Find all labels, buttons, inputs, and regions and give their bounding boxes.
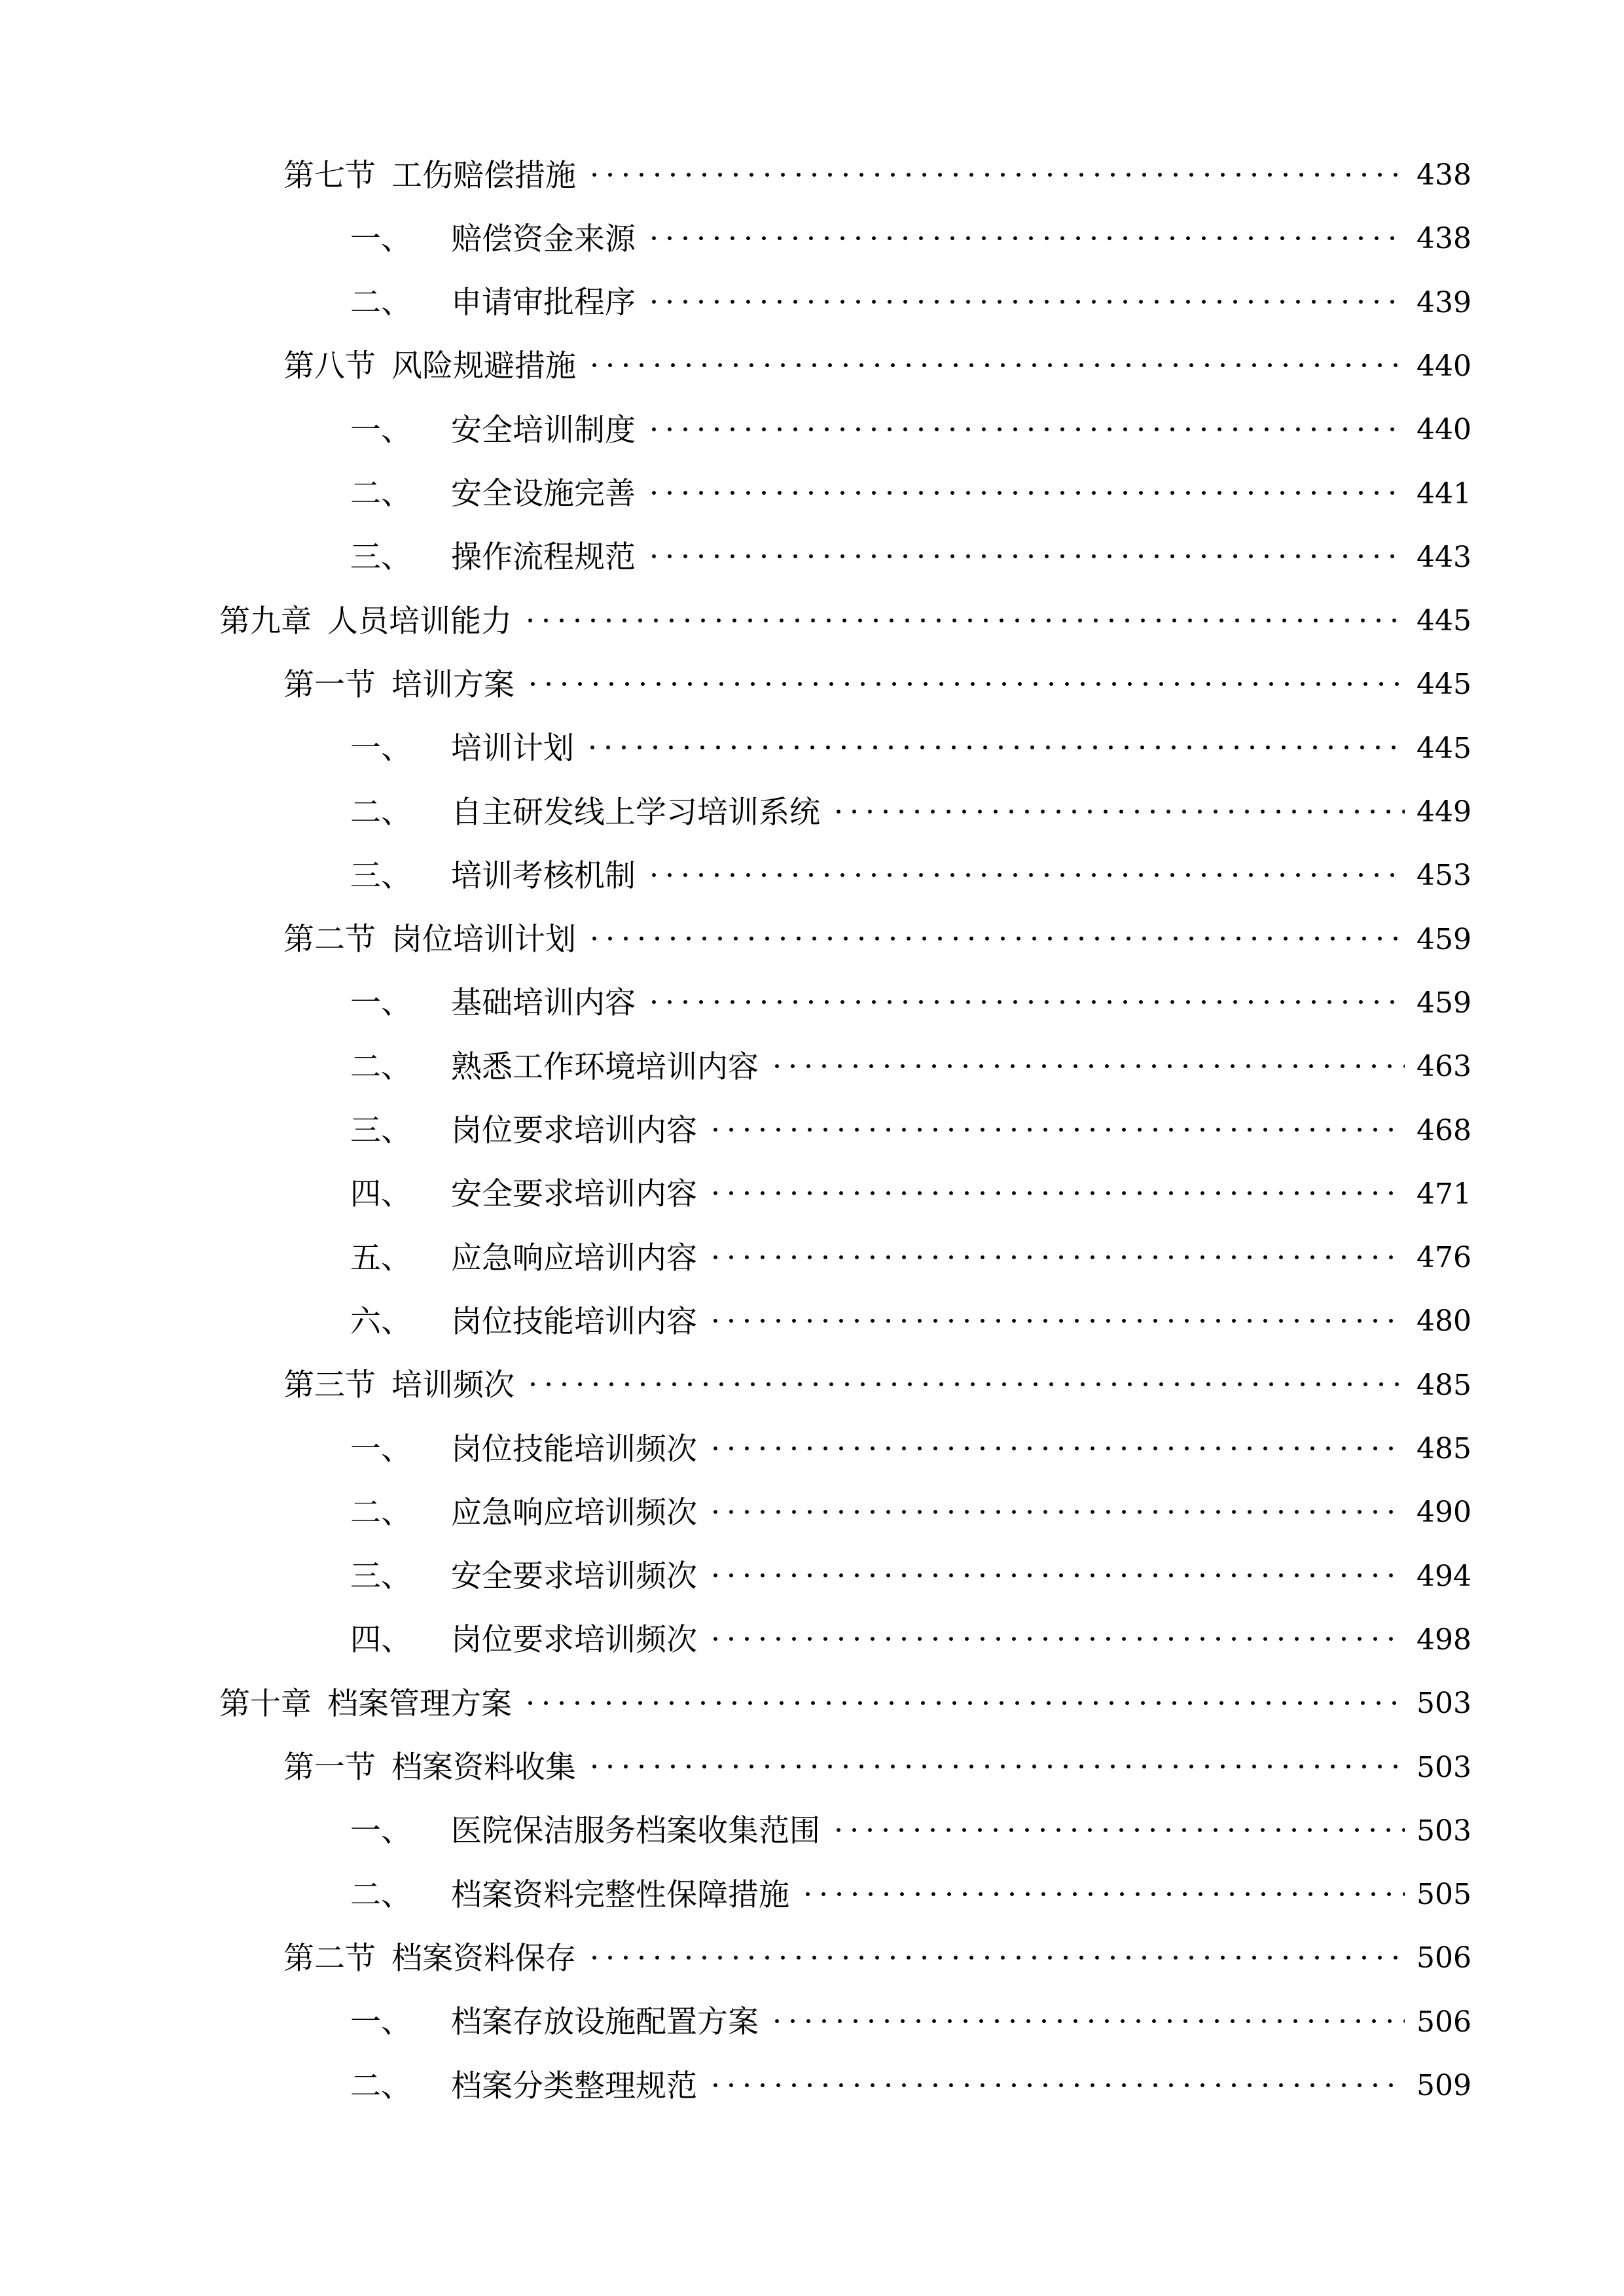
toc-entry-page-number: 490: [1416, 1496, 1471, 1530]
toc-subsection-entry[interactable]: [0, 2056, 1624, 2115]
toc-entry-title: 人员培训能力: [327, 603, 512, 639]
toc-entry-page-number: 445: [1416, 604, 1471, 638]
dot-leader: [646, 426, 1405, 433]
dot-leader: [831, 808, 1405, 815]
toc-entry-page-number: 480: [1416, 1304, 1471, 1338]
toc-entry-number: 第二节: [283, 1940, 376, 1977]
toc-entry-title: 档案管理方案: [327, 1685, 512, 1722]
toc-subsection-entry[interactable]: [0, 1865, 1624, 1924]
toc-entry-page-number: 468: [1416, 1113, 1471, 1147]
dot-leader: [769, 2018, 1405, 2024]
toc-entry-number: 一、: [350, 2004, 412, 2041]
toc-entry-title: 岗位技能培训频次: [451, 1431, 697, 1467]
toc-entry-page-number: 441: [1416, 476, 1471, 511]
toc-entry-content: [350, 1494, 1624, 1531]
toc-entry-page-number: 459: [1416, 922, 1471, 956]
toc-subsection-entry[interactable]: [0, 1037, 1624, 1096]
toc-entry-number: 五、: [350, 1240, 412, 1276]
toc-entry-title: 安全设施完善: [451, 476, 636, 512]
dot-leader: [800, 1891, 1405, 1897]
toc-subsection-entry[interactable]: [0, 209, 1624, 268]
dot-leader: [708, 1636, 1405, 1642]
toc-entry-number: 二、: [350, 1494, 412, 1531]
toc-entry-page-number: 449: [1416, 795, 1471, 829]
toc-entry-title: 操作流程规范: [451, 539, 636, 576]
toc-subsection-entry[interactable]: [0, 974, 1624, 1033]
toc-entry-content: [283, 348, 1624, 385]
toc-entry-number: 一、: [350, 412, 412, 448]
toc-entry-number: 二、: [350, 794, 412, 831]
dot-leader: [586, 1763, 1405, 1770]
toc-entry-title: 档案存放设施配置方案: [451, 2004, 759, 2041]
toc-entry-content: [283, 666, 1624, 703]
toc-entry-page-number: 498: [1416, 1623, 1471, 1657]
toc-entry-page-number: 509: [1416, 2069, 1471, 2102]
toc-entry-title: 应急响应培训内容: [451, 1240, 697, 1276]
toc-entry-page-number: 471: [1416, 1177, 1471, 1211]
toc-entry-content: [350, 1622, 1624, 1659]
dot-leader: [586, 1954, 1405, 1961]
dot-leader: [708, 1509, 1405, 1515]
toc-entry-content: [283, 1367, 1624, 1404]
toc-entry-number: 一、: [350, 1431, 412, 1467]
toc-entry-title: 培训频次: [391, 1367, 514, 1404]
toc-section-entry[interactable]: [0, 655, 1624, 714]
toc-entry-page-number: 443: [1416, 540, 1471, 574]
toc-entry-page-number: 445: [1416, 731, 1471, 765]
toc-subsection-entry[interactable]: [0, 1420, 1624, 1479]
toc-subsection-entry[interactable]: [0, 528, 1624, 587]
toc-entry-number: 四、: [350, 1176, 412, 1213]
toc-entry-number: 三、: [350, 1113, 412, 1149]
dot-leader: [586, 935, 1405, 942]
dot-leader: [522, 617, 1405, 624]
toc-entry-number: 第一节: [283, 666, 376, 703]
dot-leader: [586, 362, 1405, 368]
toc-entry-title: 档案资料保存: [391, 1940, 576, 1977]
toc-entry-page-number: 506: [1416, 2005, 1471, 2039]
toc-entry-title: 安全要求培训内容: [451, 1176, 697, 1213]
toc-entry-page-number: 438: [1416, 158, 1471, 192]
dot-leader: [646, 999, 1405, 1005]
toc-entry-number: 第九章: [219, 603, 312, 639]
toc-entry-title: 岗位培训计划: [391, 922, 576, 958]
dot-leader: [708, 1254, 1405, 1261]
toc-entry-content: [283, 1940, 1624, 1977]
toc-entry-page-number: 506: [1416, 1941, 1471, 1975]
toc-subsection-entry[interactable]: [0, 783, 1624, 842]
toc-entry-content: [350, 476, 1624, 512]
toc-entry-title: 岗位要求培训频次: [451, 1622, 697, 1659]
toc-entry-number: 二、: [350, 1876, 412, 1913]
toc-entry-number: 二、: [350, 1049, 412, 1085]
toc-entry-number: 第十章: [219, 1685, 312, 1722]
toc-subsection-entry[interactable]: [0, 465, 1624, 524]
toc-entry-content: [350, 2068, 1624, 2104]
toc-entry-page-number: 503: [1416, 1750, 1471, 1784]
toc-entry-content: [350, 857, 1624, 894]
dot-leader: [646, 553, 1405, 560]
toc-entry-title: 培训考核机制: [451, 857, 636, 894]
toc-subsection-entry[interactable]: [0, 1993, 1624, 2052]
toc-entry-content: [350, 985, 1624, 1022]
dot-leader: [708, 1445, 1405, 1452]
toc-entry-page-number: 485: [1416, 1368, 1471, 1402]
toc-entry-content: [350, 1113, 1624, 1149]
toc-entry-title: 工伤赔偿措施: [391, 157, 576, 194]
dot-leader: [708, 2082, 1405, 2089]
toc-chapter-entry[interactable]: [0, 1674, 1624, 1733]
toc-entry-content: [350, 1240, 1624, 1276]
dot-leader: [525, 1381, 1405, 1388]
toc-subsection-entry[interactable]: [0, 1547, 1624, 1606]
toc-entry-number: 三、: [350, 857, 412, 894]
dot-leader: [586, 171, 1405, 178]
toc-entry-number: 第二节: [283, 922, 376, 958]
dot-leader: [769, 1063, 1405, 1069]
toc-subsection-entry[interactable]: [0, 719, 1624, 778]
toc-entry-page-number: 505: [1416, 1878, 1471, 1912]
toc-entry-title: 培训计划: [451, 730, 574, 767]
toc-entry-title: 医院保洁服务档案收集范围: [451, 1813, 820, 1850]
toc-entry-number: 二、: [350, 476, 412, 512]
toc-entry-content: [350, 1558, 1624, 1595]
toc-entry-page-number: 503: [1416, 1687, 1471, 1721]
toc-entry-page-number: 439: [1416, 285, 1471, 319]
dot-leader: [708, 1126, 1405, 1133]
toc-entry-content: [350, 1431, 1624, 1467]
toc-entry-title: 档案资料完整性保障措施: [451, 1876, 789, 1913]
toc-entry-content: [350, 1303, 1624, 1340]
dot-leader: [708, 1190, 1405, 1196]
toc-entry-content: [350, 221, 1624, 257]
toc-entry-number: 一、: [350, 985, 412, 1022]
toc-entry-number: 第七节: [283, 157, 376, 194]
toc-subsection-entry[interactable]: [0, 1229, 1624, 1287]
toc-entry-number: 一、: [350, 221, 412, 257]
dot-leader: [646, 298, 1405, 305]
toc-entry-content: [219, 603, 1624, 639]
toc-entry-number: 第八节: [283, 348, 376, 385]
toc-subsection-entry[interactable]: [0, 1165, 1624, 1224]
toc-entry-page-number: 438: [1416, 222, 1471, 256]
toc-entry-title: 培训方案: [391, 666, 514, 703]
dot-leader: [522, 1700, 1405, 1706]
toc-entry-content: [219, 1685, 1624, 1722]
toc-section-entry[interactable]: [0, 337, 1624, 396]
toc-entry-number: 三、: [350, 539, 412, 576]
toc-entry-number: 六、: [350, 1303, 412, 1340]
toc-entry-content: [350, 1876, 1624, 1913]
toc-entry-page-number: 463: [1416, 1050, 1471, 1084]
toc-entry-title: 档案资料收集: [391, 1749, 576, 1785]
dot-leader: [525, 681, 1405, 687]
toc-entry-title: 赔偿资金来源: [451, 221, 636, 257]
toc-entry-title: 岗位要求培训内容: [451, 1113, 697, 1149]
dot-leader: [646, 872, 1405, 878]
toc-entry-title: 安全要求培训频次: [451, 1558, 697, 1595]
toc-entry-title: 档案分类整理规范: [451, 2068, 697, 2104]
toc-entry-content: [350, 1813, 1624, 1850]
toc-entry-page-number: 485: [1416, 1432, 1471, 1465]
toc-entry-page-number: 445: [1416, 668, 1471, 702]
toc-entry-page-number: 494: [1416, 1559, 1471, 1593]
toc-entry-number: 三、: [350, 1558, 412, 1595]
toc-entry-content: [283, 922, 1624, 958]
dot-leader: [646, 235, 1405, 242]
toc-entry-title: 申请审批程序: [451, 285, 636, 321]
toc-entry-number: 第一节: [283, 1749, 376, 1785]
toc-subsection-entry[interactable]: [0, 1802, 1624, 1861]
toc-entry-number: 二、: [350, 2068, 412, 2104]
toc-entry-page-number: 440: [1416, 413, 1471, 447]
toc-entry-content: [350, 794, 1624, 831]
toc-entry-number: 一、: [350, 1813, 412, 1850]
toc-subsection-entry[interactable]: [0, 1483, 1624, 1542]
toc-entry-title: 自主研发线上学习培训系统: [451, 794, 820, 831]
dot-leader: [646, 490, 1405, 496]
toc-subsection-entry[interactable]: [0, 1292, 1624, 1351]
dot-leader: [585, 744, 1405, 751]
toc-entry-title: 安全培训制度: [451, 412, 636, 448]
toc-entry-content: [283, 157, 1624, 194]
toc-section-entry[interactable]: [0, 1929, 1624, 1988]
toc-entry-content: [350, 730, 1624, 767]
toc-entry-content: [350, 2004, 1624, 2041]
toc-entry-title: 基础培训内容: [451, 985, 636, 1022]
toc-entry-content: [283, 1749, 1624, 1785]
dot-leader: [708, 1572, 1405, 1579]
toc-entry-number: 二、: [350, 285, 412, 321]
toc-entry-page-number: 476: [1416, 1241, 1471, 1275]
toc-entry-content: [350, 285, 1624, 321]
dot-leader: [708, 1318, 1405, 1324]
toc-entry-title: 应急响应培训频次: [451, 1494, 697, 1531]
toc-section-entry[interactable]: [0, 1356, 1624, 1415]
dot-leader: [831, 1827, 1405, 1833]
toc-subsection-entry[interactable]: [0, 1611, 1624, 1670]
toc-entry-title: 风险规避措施: [391, 348, 576, 385]
toc-entry-number: 第三节: [283, 1367, 376, 1404]
toc-entry-number: 一、: [350, 730, 412, 767]
toc-subsection-entry[interactable]: [0, 1102, 1624, 1160]
toc-section-entry[interactable]: [0, 146, 1624, 205]
toc-entry-page-number: 440: [1416, 349, 1471, 383]
toc-subsection-entry[interactable]: [0, 401, 1624, 459]
toc-entry-page-number: 459: [1416, 986, 1471, 1020]
toc-entry-page-number: 453: [1416, 859, 1471, 893]
toc-entry-number: 四、: [350, 1622, 412, 1659]
toc-section-entry[interactable]: [0, 1738, 1624, 1797]
toc-chapter-entry[interactable]: [0, 592, 1624, 651]
toc-entry-title: 岗位技能培训内容: [451, 1303, 697, 1340]
toc-entry-content: [350, 539, 1624, 576]
toc-subsection-entry[interactable]: [0, 274, 1624, 332]
toc-subsection-entry[interactable]: [0, 846, 1624, 905]
toc-entry-content: [350, 1176, 1624, 1213]
toc-entry-content: [350, 412, 1624, 448]
toc-entry-content: [350, 1049, 1624, 1085]
toc-section-entry[interactable]: [0, 910, 1624, 969]
toc-entry-title: 熟悉工作环境培训内容: [451, 1049, 759, 1085]
toc-entry-page-number: 503: [1416, 1814, 1471, 1848]
